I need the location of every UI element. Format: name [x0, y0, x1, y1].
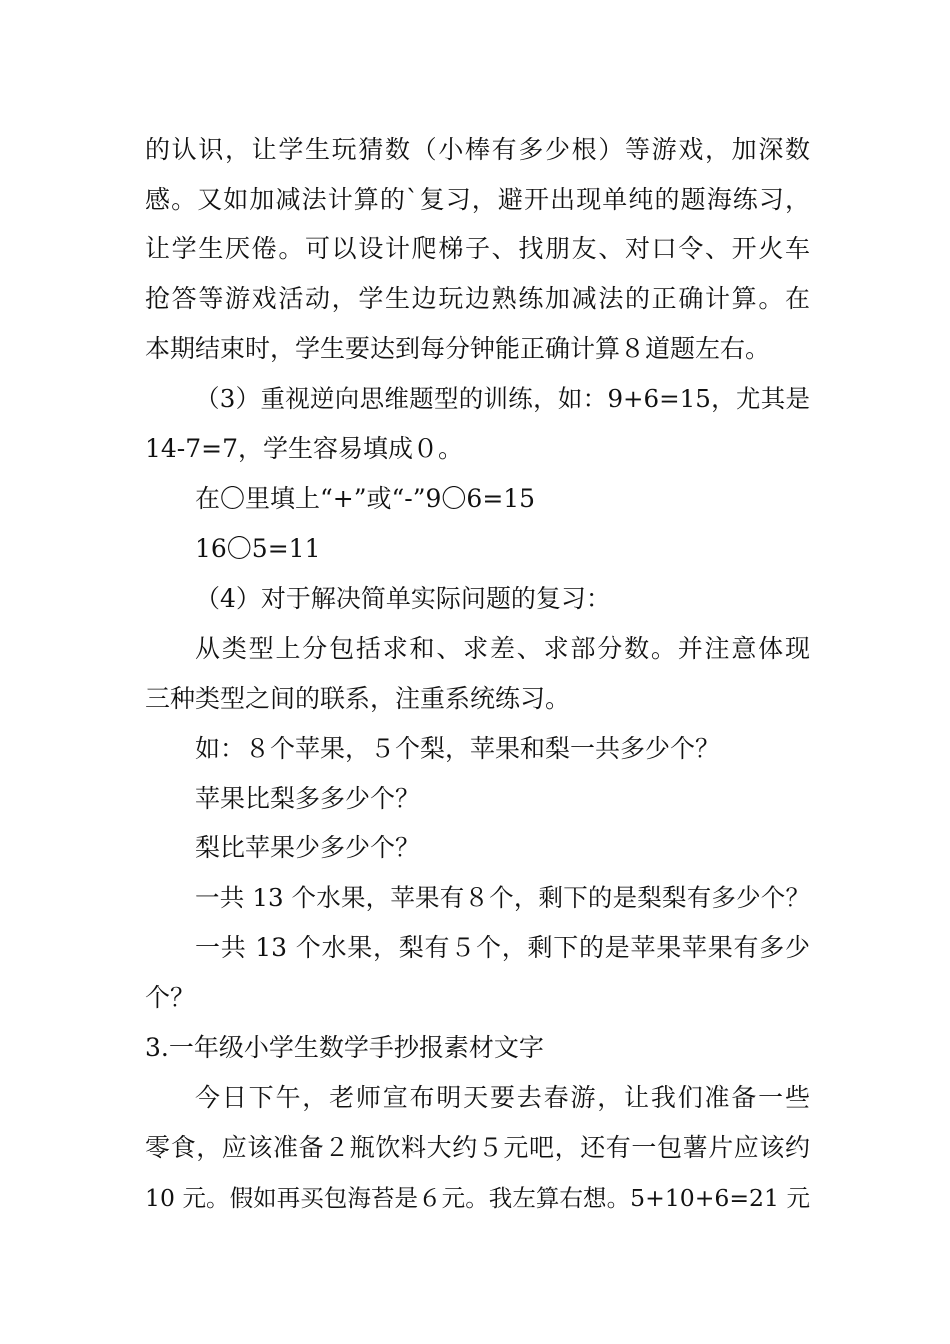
text-line-8: 在〇里填上“+”或“-”9〇6=15 — [195, 484, 536, 513]
text-line-9: 16〇5=11 — [195, 534, 321, 563]
text-line-17: 一共 13 个水果，梨有５个，剩下的是苹果苹果有多少 — [195, 933, 810, 962]
text-line-13: 如：８个苹果，５个梨，苹果和梨一共多少个？ — [195, 734, 721, 763]
text-line-21: 零食，应该准备２瓶饮料大约５元吧，还有一包薯片应该约 — [145, 1133, 810, 1162]
text-line-20: 今日下午，老师宣布明天要去春游，让我们准备一些 — [195, 1083, 810, 1112]
text-line-2: 感。又如加减法计算的`复习，避开出现单纯的题海练习， — [145, 185, 810, 214]
text-line-7: 14-7=7，学生容易填成０。 — [145, 434, 464, 463]
text-line-1: 的认识，让学生玩猜数（小棒有多少根）等游戏，加深数 — [145, 135, 810, 164]
text-line-5: 本期结束时，学生要达到每分钟能正确计算８道题左右。 — [145, 334, 771, 363]
text-line-18: 个？ — [145, 983, 196, 1012]
section-heading: 3.一年级小学生数学手抄报素材文字 — [145, 1033, 544, 1062]
text-line-10: （4）对于解决简单实际问题的复习： — [195, 584, 611, 613]
text-line-14: 苹果比梨多多少个？ — [195, 784, 421, 813]
text-line-3: 让学生厌倦。可以设计爬梯子、找朋友、对口令、开火车 — [145, 234, 810, 263]
text-line-16: 一共 13 个水果，苹果有８个，剩下的是梨梨有多少个？ — [195, 883, 810, 912]
text-line-6: （3）重视逆向思维题型的训练，如：9+6=15，尤其是 — [195, 384, 810, 413]
text-line-4: 抢答等游戏活动，学生边玩边熟练加减法的正确计算。在 — [145, 284, 810, 313]
text-line-12: 三种类型之间的联系，注重系统练习。 — [145, 684, 571, 713]
text-line-15: 梨比苹果少多少个？ — [195, 833, 421, 862]
text-line-22: 10 元。假如再买包海苔是６元。我左算右想。5+10+6=21 元 — [145, 1184, 810, 1212]
text-line-11: 从类型上分包括求和、求差、求部分数。并注意体现 — [195, 634, 810, 663]
